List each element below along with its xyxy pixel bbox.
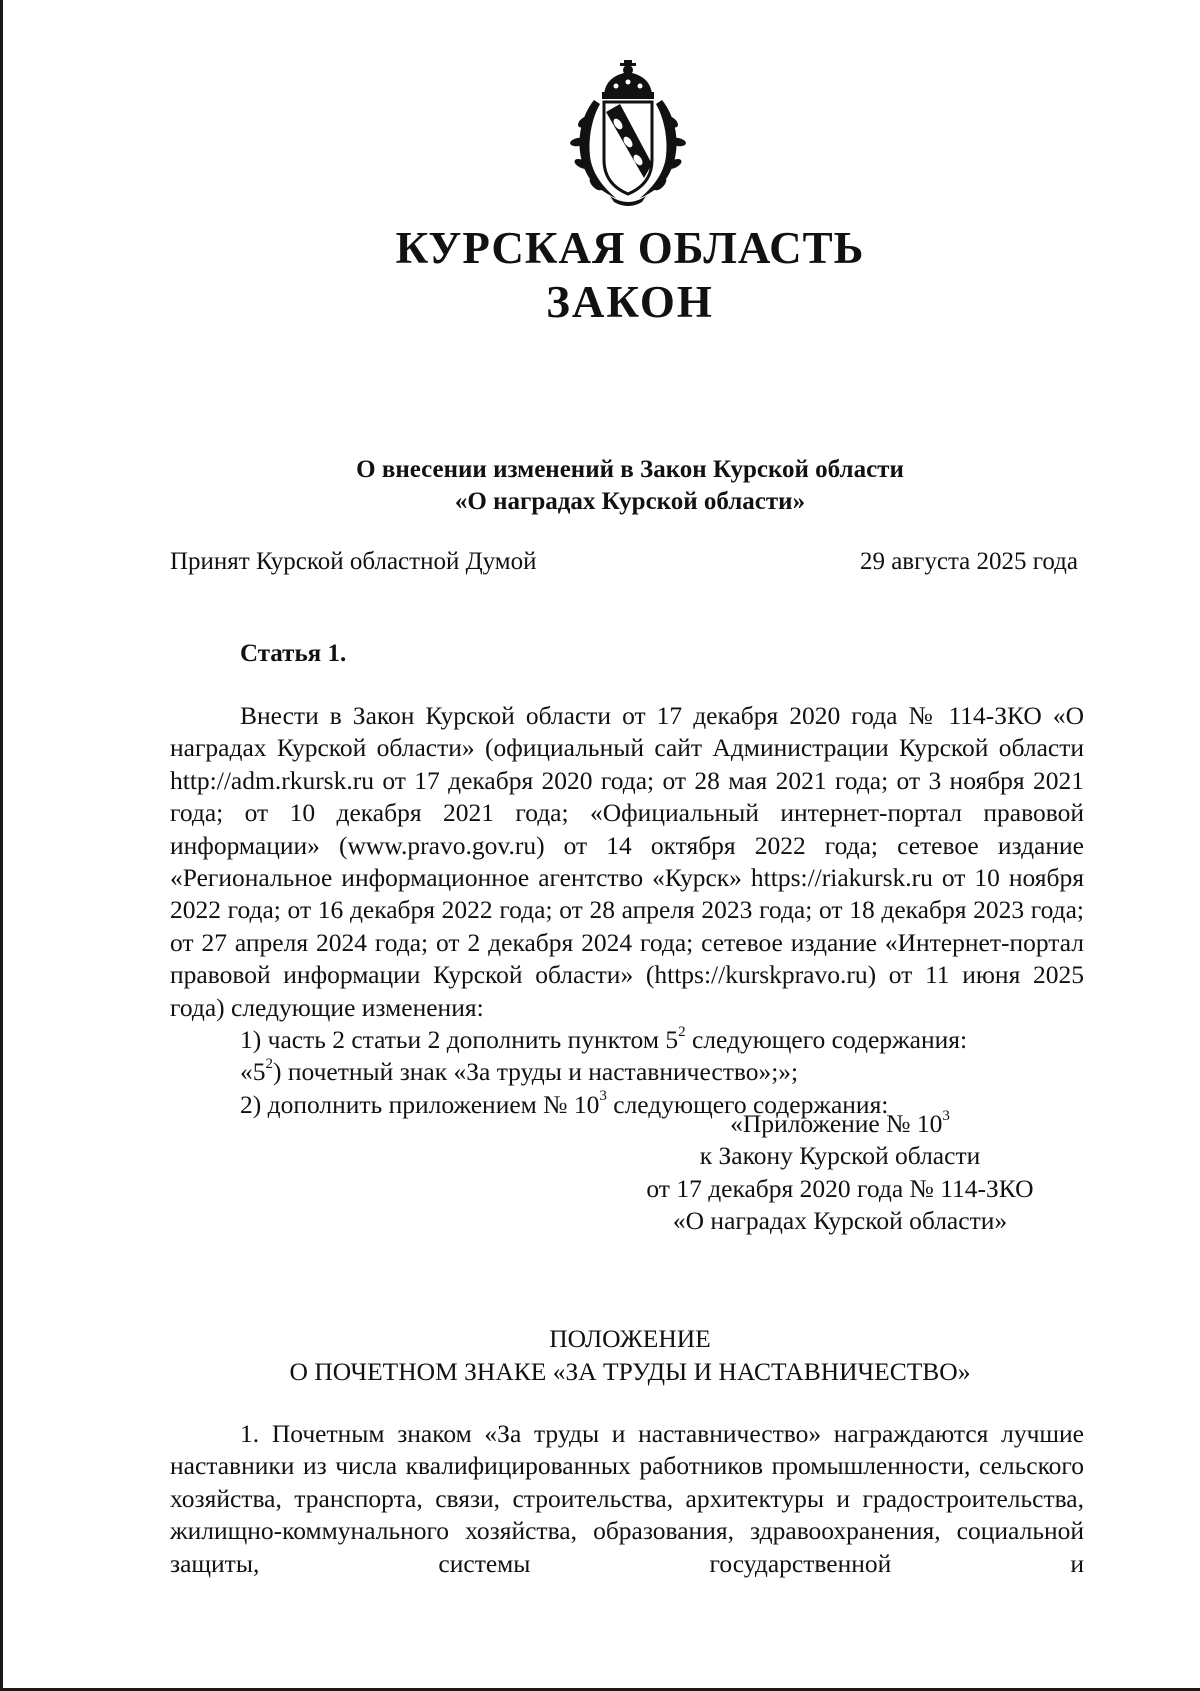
amendment-item-1-content-tail: ) почетный знак «За труды и наставничество»;»; <box>273 1057 799 1087</box>
appendix-line-3: от 17 декабря 2020 года № 114-ЗКО <box>646 1173 1034 1203</box>
amendment-item-1 <box>170 1024 1084 1056</box>
appendix-line-1 <box>600 1108 1080 1140</box>
superscript: 2 <box>265 1055 273 1072</box>
superscript: 2 <box>678 1023 686 1040</box>
appendix-line-2: к Закону Курской области <box>699 1141 981 1171</box>
law-title <box>0 454 1200 518</box>
amendment-item-2-text: 2) дополнить приложением № 10 <box>240 1089 600 1119</box>
amendment-item-1-tail: следующего содержания: <box>685 1025 968 1055</box>
law-title-line-2: «О наградах Курской области» <box>454 488 806 515</box>
regulation-paragraph-1: 1. Почетным знаком «За труды и наставничество» награждаются лучшие наставники из числа квалифицированных работников промышленности, сельского хозяйства, транспорта, связи, строительства, архитектуры и градостроительства, жилищно-коммунального хозяйства, образования, здравоохранения, социальной защиты, системы государственной и <box>170 1419 1084 1578</box>
regulation-title <box>0 1322 1200 1388</box>
regulation-body <box>170 1418 1084 1580</box>
article-body <box>170 700 1084 1121</box>
adoption-date: 29 августа 2025 года <box>859 548 1078 575</box>
adopted-by: Принят Курской областной Думой <box>170 548 537 575</box>
region-heading: КУРСКАЯ ОБЛАСТЬ <box>395 223 865 273</box>
adoption-line <box>170 546 1078 578</box>
coat-of-arms-emblem <box>560 60 696 208</box>
amendment-item-1-content <box>170 1056 1084 1088</box>
appendix-line-4: «О наградах Курской области» <box>672 1206 1008 1236</box>
article-intro-paragraph: Внести в Закон Курской области от 17 декабря 2020 года № 114-ЗКО «О наградах Курской области» (официальный сайт Администрации Курской области http://adm.rkursk.ru от 17 декабря 2020 года; от 28 мая 2021 года; от 3 ноября 2021 года; от 10 декабря 2021 года; «Официальный интернет-портал правовой информации» (www.pravo.gov.ru) от 14 октября 2022 года; сетевое издание «Региональное информационное агентство «Курск» https://riakursk.ru от 10 ноября 2022 года; от 16 декабря 2022 года; от 28 апреля 2023 года; от 18 декабря 2023 года; от 27 апреля 2024 года; от 2 декабря 2024 года; сетевое издание «Интернет-портал правовой информации Курской области» (https://kurskpravo.ru) от 11 июня 2025 года) следующие изменения: <box>170 701 1084 1022</box>
amendment-item-1-content-text: «5 <box>240 1057 266 1087</box>
regulation-title-line-2: О ПОЧЕТНОМ ЗНАКЕ «ЗА ТРУДЫ И НАСТАВНИЧЕСТВО» <box>289 1357 971 1386</box>
document-type-heading: ЗАКОН <box>546 277 714 327</box>
amendment-item-2-tail: следующего содержания: <box>606 1089 889 1119</box>
superscript: 3 <box>599 1088 607 1105</box>
article-heading: Статья 1. <box>240 640 347 667</box>
law-title-line-1: О внесении изменений в Закон Курской области <box>356 456 904 483</box>
appendix-header-block <box>600 1108 1080 1238</box>
superscript: 3 <box>942 1107 950 1124</box>
regulation-title-line-1: ПОЛОЖЕНИЕ <box>549 1324 711 1353</box>
amendment-item-1-text: 1) часть 2 статьи 2 дополнить пунктом 5 <box>240 1025 679 1055</box>
appendix-number: «Приложение № 10 <box>730 1109 943 1138</box>
